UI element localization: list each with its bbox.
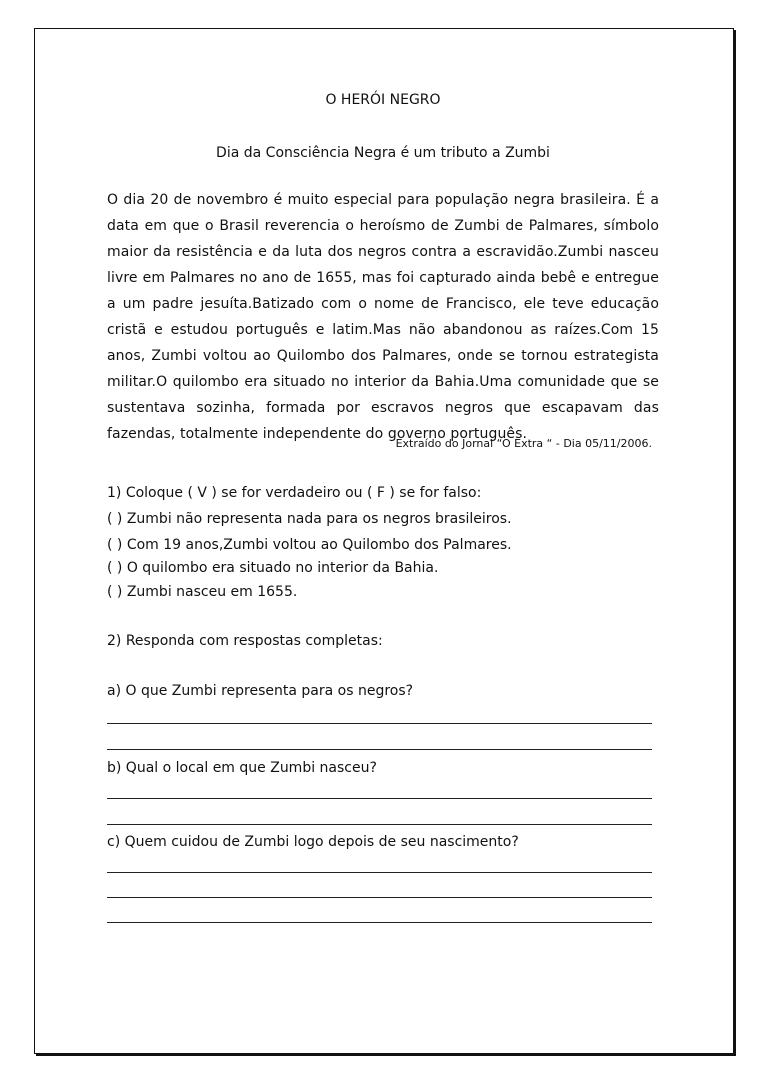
answer-line-c-1 (107, 872, 652, 873)
question-2-title: 2) Responda com respostas completas: (107, 633, 383, 649)
answer-line-b-2 (107, 824, 652, 825)
document-subtitle: Dia da Consciência Negra é um tributo a Zumbi (216, 145, 550, 161)
true-false-item-3: ( ) O quilombo era situado no interior da Bahia. (107, 560, 439, 576)
true-false-item-2: ( ) Com 19 anos,Zumbi voltou ao Quilombo dos Palmares. (107, 537, 512, 553)
answer-line-a-2 (107, 749, 652, 750)
answer-line-a-1 (107, 723, 652, 724)
document-title: O HERÓI NEGRO (325, 92, 441, 108)
answer-line-c-2 (107, 897, 652, 898)
sub-question-a: a) O que Zumbi representa para os negros? (107, 683, 414, 699)
true-false-item-1: ( ) Zumbi não representa nada para os negros brasileiros. (107, 511, 512, 527)
answer-line-b-1 (107, 798, 652, 799)
question-1-title: 1) Coloque ( V ) se for verdadeiro ou ( F ) se for falso: (107, 485, 482, 501)
source-citation: Extraído do Jornal “O Extra “ - Dia 05/11/2006. (395, 437, 652, 450)
answer-line-c-3 (107, 922, 652, 923)
sub-question-b: b) Qual o local em que Zumbi nasceu? (107, 760, 377, 776)
reading-passage: O dia 20 de novembro é muito especial para população negra brasileira. É a data em que o Brasil reverencia o heroísmo de Zumbi de Palmares, símbolo maior da resistência e da luta dos negros contra a escravidão.Zumbi nasceu livre em Palmares no ano de 1655, mas foi capturado ainda bebê e entregue a um padre jesuíta.Batizado com o nome de Francisco, ele teve educação cristã e estudou português e latim.Mas não abandonou as raízes.Com 15 anos, Zumbi voltou ao Quilombo dos Palmares, onde se tornou estrategista militar.O quilombo era situado no interior da Bahia.Uma comunidade que se sustentava sozinha, formada por escravos negros que escapavam das fazendas, totalmente independente do governo português. (107, 192, 659, 442)
true-false-item-4: ( ) Zumbi nasceu em 1655. (107, 584, 298, 600)
sub-question-c: c) Quem cuidou de Zumbi logo depois de seu nascimento? (107, 834, 519, 850)
